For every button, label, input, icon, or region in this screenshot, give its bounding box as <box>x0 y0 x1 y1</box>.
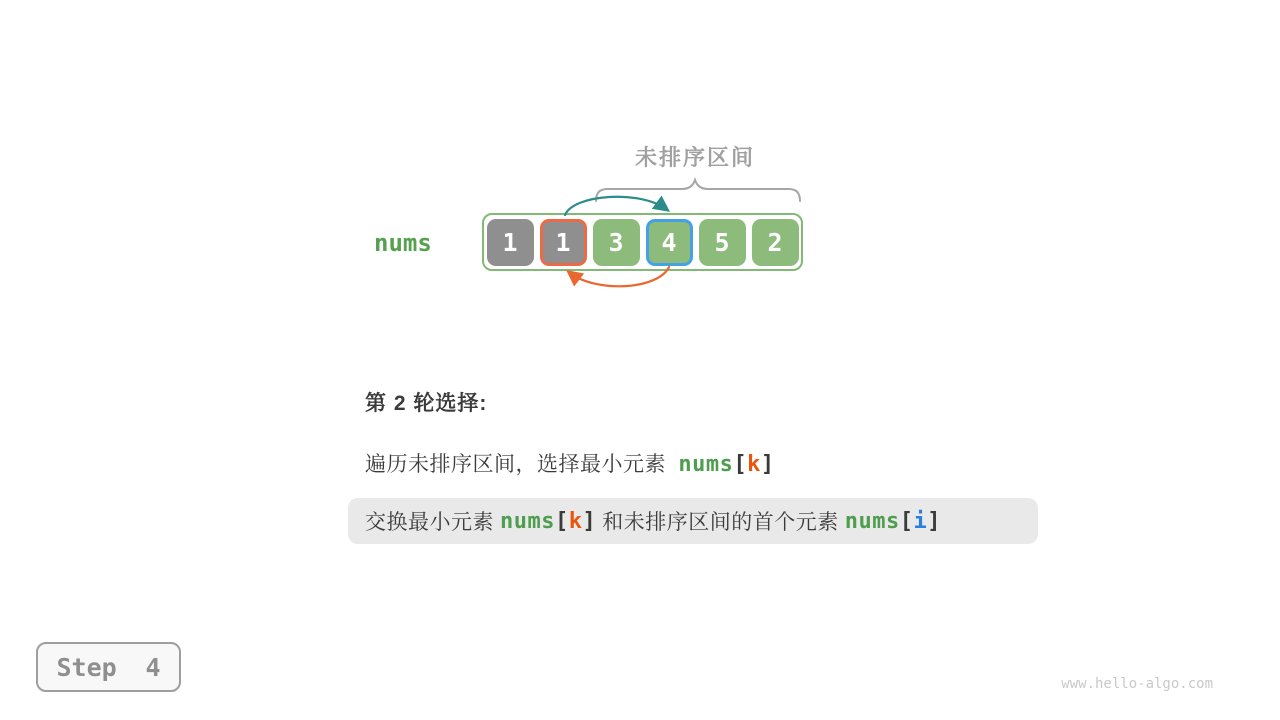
close-bracket: ] <box>582 508 597 534</box>
array-cell-2: 3 <box>593 219 640 266</box>
close-bracket: ] <box>760 452 775 477</box>
open-bracket: [ <box>554 508 569 534</box>
nums-array <box>482 213 803 271</box>
open-bracket: [ <box>899 508 914 534</box>
code-nums-i <box>845 509 941 534</box>
watermark: www.hello-algo.com <box>1061 676 1213 692</box>
code-nums-k <box>678 452 774 477</box>
description-line-1 <box>365 448 781 478</box>
code-name: nums <box>844 508 900 534</box>
round-title: 第 2 轮选择: <box>365 392 488 415</box>
array-cell-3: 4 <box>646 219 693 266</box>
array-cell-4: 5 <box>699 219 746 266</box>
index-i: i <box>913 508 928 534</box>
code-name: nums <box>678 452 734 477</box>
index-k: k <box>568 508 583 534</box>
description-line-1-text: 遍历未排序区间，选择最小元素 <box>365 453 666 476</box>
array-name-label: nums <box>374 229 432 257</box>
unsorted-range-brace <box>596 180 800 201</box>
close-bracket: ] <box>927 508 941 534</box>
description-line-2-text-middle: 和未排序区间的首个元素 <box>602 511 839 534</box>
code-name: nums <box>500 508 555 534</box>
code-nums-k-2 <box>500 509 596 534</box>
description-line-2-highlighted <box>348 498 1038 544</box>
array-cell-5: 2 <box>752 219 799 266</box>
unsorted-range-label: 未排序区间 <box>634 145 755 170</box>
description-line-2-text-before: 交换最小元素 <box>365 511 494 534</box>
index-k: k <box>747 452 761 477</box>
array-cell-1: 1 <box>540 219 587 266</box>
step-button[interactable]: Step 4 <box>36 642 181 692</box>
array-cell-0: 1 <box>487 219 534 266</box>
open-bracket: [ <box>733 452 748 477</box>
